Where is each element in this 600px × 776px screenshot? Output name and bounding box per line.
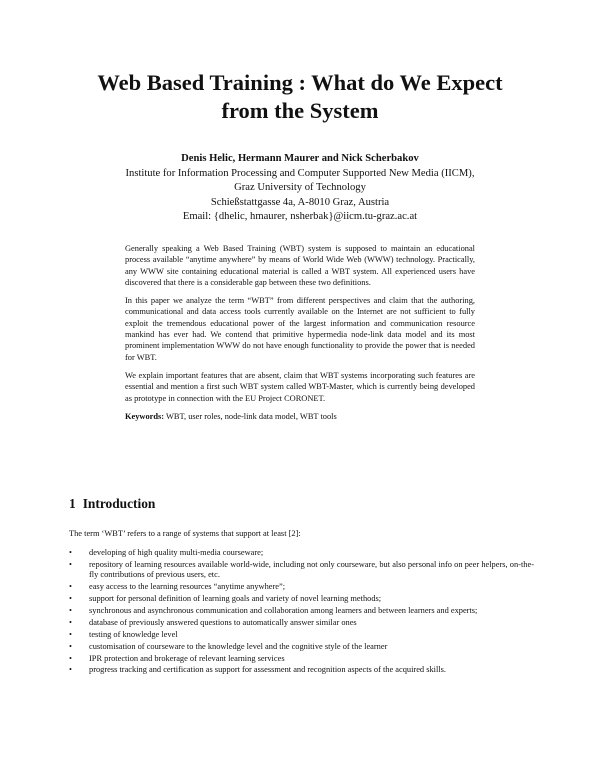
abstract — [125, 243, 475, 422]
requirements-list — [69, 548, 534, 676]
bullet-icon: • — [69, 653, 72, 663]
author-block — [40, 152, 560, 225]
keywords — [125, 411, 475, 422]
list-item-text: repository of learning resources available world-wide, including not only courseware, but also personal info on peer helpers, on-the-fly contributions of previous users, etc. — [89, 559, 534, 580]
author-address: Schießstattgasse 4a, A-8010 Graz, Austria — [210, 196, 390, 208]
bullet-icon: • — [69, 665, 72, 675]
list-item — [69, 618, 534, 629]
list-item-text: database of previously answered questions to automatically answer similar ones — [89, 617, 357, 627]
bullet-icon: • — [69, 582, 72, 592]
bullet-icon: • — [69, 547, 72, 557]
affiliation-line-1: Institute for Information Processing and Computer Supported New Media (IICM), — [125, 167, 475, 179]
list-item — [69, 665, 534, 676]
abstract-paragraph: In this paper we analyze the term “WBT” from different perspectives and claim that the authoring, communicational and data access tools currently available on the Internet are not sufficient to fully exploit the tremendous educational power of the largest information and communication resource mankind has ever had. We contend that primitive hypermedia node-link data model and its most prominent implementation WWW do not have enough functionality to provide the power that is needed for WBT. — [125, 296, 475, 362]
list-item-text: synchronous and asynchronous communication and collaboration among learners and between learners and experts; — [89, 605, 478, 615]
list-item — [69, 560, 534, 581]
bullet-icon: • — [69, 617, 72, 627]
list-item — [69, 606, 534, 617]
list-item-text: customisation of courseware to the knowledge level and the cognitive style of the learner — [89, 641, 388, 651]
bullet-icon: • — [69, 559, 72, 569]
section-heading — [69, 496, 155, 512]
list-item-text: progress tracking and certification as support for assessment and recognition aspects of the acquired skills. — [89, 665, 446, 675]
abstract-paragraph: Generally speaking a Web Based Training (WBT) system is supposed to maintain an educational process available “anytime anywhere” by means of World Wide Web (WWW) technology. Practically, any WWW site containing educational material is called a WBT system. All experienced users have discovered that there is a considerable gap between these two definitions. — [125, 244, 475, 287]
author-email: Email: {dhelic, hmaurer, nsherbak}@iicm.tu-graz.ac.at — [182, 211, 418, 223]
abstract-paragraph: We explain important features that are absent, claim that WBT systems incorporating such features are essential and mention a first such WBT system called WBT-Master, which is currently being developed as prototype in connection with the EU Project CORONET. — [125, 370, 475, 403]
affiliation-line-2: Graz University of Technology — [234, 182, 366, 194]
section-title: Introduction — [82, 496, 156, 511]
section-number: 1 — [69, 496, 76, 511]
list-item-text: easy access to the learning resources “anytime anywhere”; — [89, 582, 286, 592]
list-item — [69, 548, 534, 559]
bullet-icon: • — [69, 629, 72, 639]
list-item-text: IPR protection and brokerage of relevant learning services — [89, 653, 285, 663]
list-item-text: support for personal definition of learning goals and variety of novel learning methods; — [89, 594, 382, 604]
list-item — [69, 594, 534, 605]
bullet-icon: • — [69, 594, 72, 604]
bullet-icon: • — [69, 641, 72, 651]
list-item — [69, 630, 534, 641]
introduction-body — [69, 529, 534, 677]
title-line-1: Web Based Training : What do We Expect — [97, 70, 503, 95]
author-names: Denis Helic, Hermann Maurer and Nick Scherbakov — [181, 153, 419, 164]
keywords-label: Keywords: — [125, 411, 165, 421]
list-item — [69, 582, 534, 593]
list-item-text: testing of knowledge level — [89, 629, 178, 639]
list-item — [69, 642, 534, 653]
paper-title — [40, 69, 560, 125]
list-item-text: developing of high quality multi-media courseware; — [89, 547, 264, 557]
list-item — [69, 654, 534, 665]
keywords-text: WBT, user roles, node-link data model, WBT tools — [164, 411, 337, 421]
title-line-2: from the System — [221, 98, 379, 123]
intro-lead: The term ‘WBT’ refers to a range of systems that support at least [2]: — [69, 529, 301, 538]
bullet-icon: • — [69, 605, 72, 615]
